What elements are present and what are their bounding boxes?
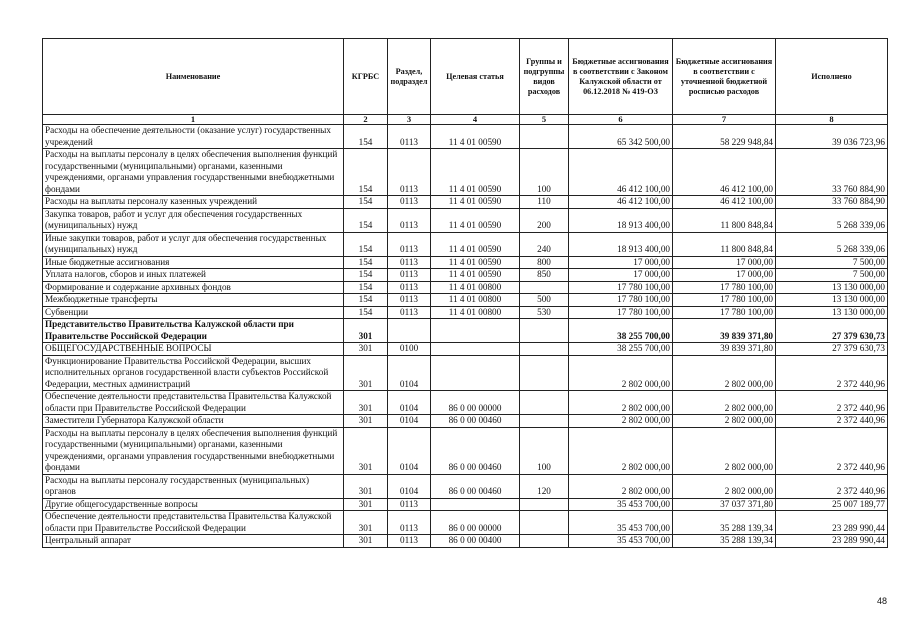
row-refined-amount: 17 780 100,00 <box>673 281 776 294</box>
row-kgrbs: 154 <box>344 294 388 307</box>
row-target-article: 86 0 00 00400 <box>431 535 520 548</box>
table-row <box>43 125 888 149</box>
row-expense-group: 500 <box>520 294 569 307</box>
row-executed-amount: 27 379 630,73 <box>776 343 888 356</box>
column-number: 1 <box>43 115 344 125</box>
row-target-article <box>431 319 520 343</box>
row-refined-amount: 58 229 948,84 <box>673 125 776 149</box>
row-name: Межбюджетные трансферты <box>43 294 344 307</box>
row-section: 0104 <box>388 427 431 474</box>
row-refined-amount: 11 800 848,84 <box>673 208 776 232</box>
row-law-amount: 38 255 700,00 <box>569 343 673 356</box>
row-law-amount: 18 913 400,00 <box>569 208 673 232</box>
table-row <box>43 355 888 391</box>
row-section: 0113 <box>388 535 431 548</box>
table-row <box>43 474 888 498</box>
row-section: 0113 <box>388 306 431 319</box>
row-section: 0113 <box>388 232 431 256</box>
column-number: 2 <box>344 115 388 125</box>
row-target-article: 86 0 00 00460 <box>431 427 520 474</box>
row-kgrbs: 301 <box>344 474 388 498</box>
row-executed-amount: 13 130 000,00 <box>776 306 888 319</box>
row-law-amount: 17 000,00 <box>569 269 673 282</box>
row-section: 0100 <box>388 343 431 356</box>
row-refined-amount: 37 037 371,80 <box>673 498 776 511</box>
row-refined-amount: 11 800 848,84 <box>673 232 776 256</box>
row-refined-amount: 2 802 000,00 <box>673 427 776 474</box>
budget-report-page <box>42 38 887 548</box>
row-executed-amount: 7 500,00 <box>776 269 888 282</box>
header-executed: Исполнено <box>776 39 888 115</box>
row-name: Обеспечение деятельности представительства Правительства Калужской области при Правительстве Российской Федерации <box>43 511 344 535</box>
row-kgrbs: 301 <box>344 391 388 415</box>
column-number: 6 <box>569 115 673 125</box>
row-law-amount: 35 453 700,00 <box>569 511 673 535</box>
row-name: Иные закупки товаров, работ и услуг для обеспечения государственных (муниципальных) нужд <box>43 232 344 256</box>
row-refined-amount: 46 412 100,00 <box>673 196 776 209</box>
row-refined-amount: 17 780 100,00 <box>673 294 776 307</box>
row-expense-group <box>520 343 569 356</box>
row-kgrbs: 301 <box>344 355 388 391</box>
row-kgrbs: 154 <box>344 232 388 256</box>
row-law-amount: 2 802 000,00 <box>569 427 673 474</box>
row-section: 0113 <box>388 269 431 282</box>
row-name: Центральный аппарат <box>43 535 344 548</box>
row-law-amount: 65 342 500,00 <box>569 125 673 149</box>
column-number: 8 <box>776 115 888 125</box>
row-expense-group: 530 <box>520 306 569 319</box>
table-body <box>43 125 888 548</box>
row-executed-amount: 2 372 440,96 <box>776 355 888 391</box>
row-executed-amount: 25 007 189,77 <box>776 498 888 511</box>
row-expense-group <box>520 511 569 535</box>
column-number: 4 <box>431 115 520 125</box>
row-target-article: 11 4 01 00800 <box>431 306 520 319</box>
table-row <box>43 306 888 319</box>
table-row <box>43 498 888 511</box>
row-target-article: 86 0 00 00000 <box>431 511 520 535</box>
row-kgrbs: 301 <box>344 343 388 356</box>
row-target-article: 86 0 00 00460 <box>431 415 520 428</box>
row-kgrbs: 154 <box>344 281 388 294</box>
row-kgrbs: 301 <box>344 427 388 474</box>
row-section: 0113 <box>388 498 431 511</box>
row-target-article <box>431 343 520 356</box>
row-executed-amount: 2 372 440,96 <box>776 391 888 415</box>
row-name: Формирование и содержание архивных фондов <box>43 281 344 294</box>
column-number: 5 <box>520 115 569 125</box>
header-group: Группы и подгруппы видов расходов <box>520 39 569 115</box>
row-executed-amount: 2 372 440,96 <box>776 474 888 498</box>
header-section: Раздел, подраздел <box>388 39 431 115</box>
table-row <box>43 208 888 232</box>
row-name: Закупка товаров, работ и услуг для обеспечения государственных (муниципальных) нужд <box>43 208 344 232</box>
row-executed-amount: 5 268 339,06 <box>776 208 888 232</box>
header-target: Целевая статья <box>431 39 520 115</box>
table-row <box>43 511 888 535</box>
row-target-article: 11 4 01 00590 <box>431 256 520 269</box>
row-kgrbs: 154 <box>344 208 388 232</box>
row-law-amount: 2 802 000,00 <box>569 391 673 415</box>
row-target-article: 11 4 01 00590 <box>431 208 520 232</box>
table-row <box>43 256 888 269</box>
row-executed-amount: 2 372 440,96 <box>776 427 888 474</box>
header-kgrbs: КГРБС <box>344 39 388 115</box>
row-refined-amount: 2 802 000,00 <box>673 415 776 428</box>
row-executed-amount: 33 760 884,90 <box>776 196 888 209</box>
row-refined-amount: 39 839 371,80 <box>673 319 776 343</box>
table-row <box>43 196 888 209</box>
row-refined-amount: 2 802 000,00 <box>673 391 776 415</box>
header-name: Наименование <box>43 39 344 115</box>
row-target-article: 11 4 01 00800 <box>431 294 520 307</box>
row-target-article: 86 0 00 00460 <box>431 474 520 498</box>
row-name: Расходы на выплаты персоналу казенных учреждений <box>43 196 344 209</box>
row-law-amount: 18 913 400,00 <box>569 232 673 256</box>
row-executed-amount: 23 289 990,44 <box>776 535 888 548</box>
row-law-amount: 2 802 000,00 <box>569 415 673 428</box>
row-executed-amount: 5 268 339,06 <box>776 232 888 256</box>
row-expense-group: 100 <box>520 427 569 474</box>
table-row <box>43 535 888 548</box>
row-law-amount: 17 780 100,00 <box>569 281 673 294</box>
row-name: Заместители Губернатора Калужской области <box>43 415 344 428</box>
row-refined-amount: 46 412 100,00 <box>673 149 776 196</box>
row-kgrbs: 154 <box>344 269 388 282</box>
row-executed-amount: 23 289 990,44 <box>776 511 888 535</box>
row-executed-amount: 27 379 630,73 <box>776 319 888 343</box>
row-kgrbs: 154 <box>344 196 388 209</box>
row-target-article: 11 4 01 00590 <box>431 232 520 256</box>
row-expense-group <box>520 319 569 343</box>
row-name: Иные бюджетные ассигнования <box>43 256 344 269</box>
row-refined-amount: 17 780 100,00 <box>673 306 776 319</box>
row-refined-amount: 17 000,00 <box>673 269 776 282</box>
row-executed-amount: 2 372 440,96 <box>776 415 888 428</box>
row-section: 0113 <box>388 256 431 269</box>
row-name: Функционирование Правительства Российской Федерации, высших исполнительных органов государственной власти субъектов Российской Федерации, местных администраций <box>43 355 344 391</box>
row-executed-amount: 13 130 000,00 <box>776 294 888 307</box>
row-target-article: 11 4 01 00590 <box>431 149 520 196</box>
row-kgrbs: 301 <box>344 535 388 548</box>
row-refined-amount: 2 802 000,00 <box>673 474 776 498</box>
row-expense-group: 100 <box>520 149 569 196</box>
row-refined-amount: 35 288 139,34 <box>673 535 776 548</box>
row-target-article: 11 4 01 00590 <box>431 269 520 282</box>
row-kgrbs: 154 <box>344 125 388 149</box>
table-row <box>43 415 888 428</box>
row-name: ОБЩЕГОСУДАРСТВЕННЫЕ ВОПРОСЫ <box>43 343 344 356</box>
row-target-article: 11 4 01 00800 <box>431 281 520 294</box>
row-kgrbs: 301 <box>344 415 388 428</box>
row-section: 0113 <box>388 208 431 232</box>
row-law-amount: 2 802 000,00 <box>569 474 673 498</box>
row-target-article <box>431 355 520 391</box>
row-section: 0104 <box>388 474 431 498</box>
row-name: Уплата налогов, сборов и иных платежей <box>43 269 344 282</box>
table-row <box>43 149 888 196</box>
row-name: Субвенции <box>43 306 344 319</box>
row-refined-amount: 17 000,00 <box>673 256 776 269</box>
row-section: 0104 <box>388 391 431 415</box>
table-row <box>43 294 888 307</box>
row-expense-group: 110 <box>520 196 569 209</box>
table-row <box>43 391 888 415</box>
table-row <box>43 343 888 356</box>
row-section: 0113 <box>388 294 431 307</box>
row-expense-group: 120 <box>520 474 569 498</box>
row-expense-group: 850 <box>520 269 569 282</box>
row-law-amount: 46 412 100,00 <box>569 149 673 196</box>
row-law-amount: 35 453 700,00 <box>569 535 673 548</box>
row-kgrbs: 301 <box>344 498 388 511</box>
row-expense-group <box>520 498 569 511</box>
table-header <box>43 39 888 125</box>
row-expense-group <box>520 281 569 294</box>
row-executed-amount: 7 500,00 <box>776 256 888 269</box>
header-law: Бюджетные ассигнования в соответствии с Законом Калужской области от 06.12.2018 № 419-ОЗ <box>569 39 673 115</box>
row-section: 0113 <box>388 125 431 149</box>
row-target-article: 86 0 00 00000 <box>431 391 520 415</box>
page-number: 48 <box>876 596 887 606</box>
row-section: 0104 <box>388 355 431 391</box>
row-expense-group <box>520 355 569 391</box>
row-section: 0113 <box>388 511 431 535</box>
row-expense-group <box>520 535 569 548</box>
budget-table <box>42 38 888 548</box>
row-law-amount: 35 453 700,00 <box>569 498 673 511</box>
row-expense-group <box>520 391 569 415</box>
row-kgrbs: 301 <box>344 319 388 343</box>
column-number: 7 <box>673 115 776 125</box>
table-row <box>43 427 888 474</box>
row-kgrbs: 301 <box>344 511 388 535</box>
row-law-amount: 17 780 100,00 <box>569 306 673 319</box>
row-expense-group: 200 <box>520 208 569 232</box>
row-name: Расходы на выплаты персоналу государственных (муниципальных) органов <box>43 474 344 498</box>
row-section: 0104 <box>388 415 431 428</box>
row-section: 0113 <box>388 281 431 294</box>
row-target-article: 11 4 01 00590 <box>431 125 520 149</box>
row-kgrbs: 154 <box>344 256 388 269</box>
row-executed-amount: 39 036 723,96 <box>776 125 888 149</box>
row-target-article: 11 4 01 00590 <box>431 196 520 209</box>
row-law-amount: 17 000,00 <box>569 256 673 269</box>
row-kgrbs: 154 <box>344 149 388 196</box>
row-refined-amount: 2 802 000,00 <box>673 355 776 391</box>
header-refined: Бюджетные ассигнования в соответствии с уточненной бюджетной росписью расходов <box>673 39 776 115</box>
row-name: Представительство Правительства Калужской области при Правительстве Российской Федерации <box>43 319 344 343</box>
row-law-amount: 17 780 100,00 <box>569 294 673 307</box>
row-section: 0113 <box>388 149 431 196</box>
row-expense-group <box>520 415 569 428</box>
table-row <box>43 232 888 256</box>
row-expense-group <box>520 125 569 149</box>
column-number-row <box>43 115 888 125</box>
row-name: Расходы на выплаты персоналу в целях обеспечения выполнения функций государственными (муниципальными) органами, казенными учреждениями, органами управления государственными внебюджетными фондами <box>43 427 344 474</box>
row-kgrbs: 154 <box>344 306 388 319</box>
row-target-article <box>431 498 520 511</box>
row-law-amount: 38 255 700,00 <box>569 319 673 343</box>
row-law-amount: 2 802 000,00 <box>569 355 673 391</box>
row-executed-amount: 33 760 884,90 <box>776 149 888 196</box>
table-row <box>43 281 888 294</box>
row-refined-amount: 35 288 139,34 <box>673 511 776 535</box>
row-section <box>388 319 431 343</box>
row-name: Расходы на выплаты персоналу в целях обеспечения выполнения функций государственными (муниципальными) органами, казенными учреждениями, органами управления государственными внебюджетными фондами <box>43 149 344 196</box>
table-row <box>43 319 888 343</box>
row-law-amount: 46 412 100,00 <box>569 196 673 209</box>
row-executed-amount: 13 130 000,00 <box>776 281 888 294</box>
row-name: Расходы на обеспечение деятельности (оказание услуг) государственных учреждений <box>43 125 344 149</box>
row-section: 0113 <box>388 196 431 209</box>
row-name: Другие общегосударственные вопросы <box>43 498 344 511</box>
row-refined-amount: 39 839 371,80 <box>673 343 776 356</box>
row-name: Обеспечение деятельности представительства Правительства Калужской области при Правительстве Российской Федерации <box>43 391 344 415</box>
table-row <box>43 269 888 282</box>
row-expense-group: 240 <box>520 232 569 256</box>
row-expense-group: 800 <box>520 256 569 269</box>
column-number: 3 <box>388 115 431 125</box>
